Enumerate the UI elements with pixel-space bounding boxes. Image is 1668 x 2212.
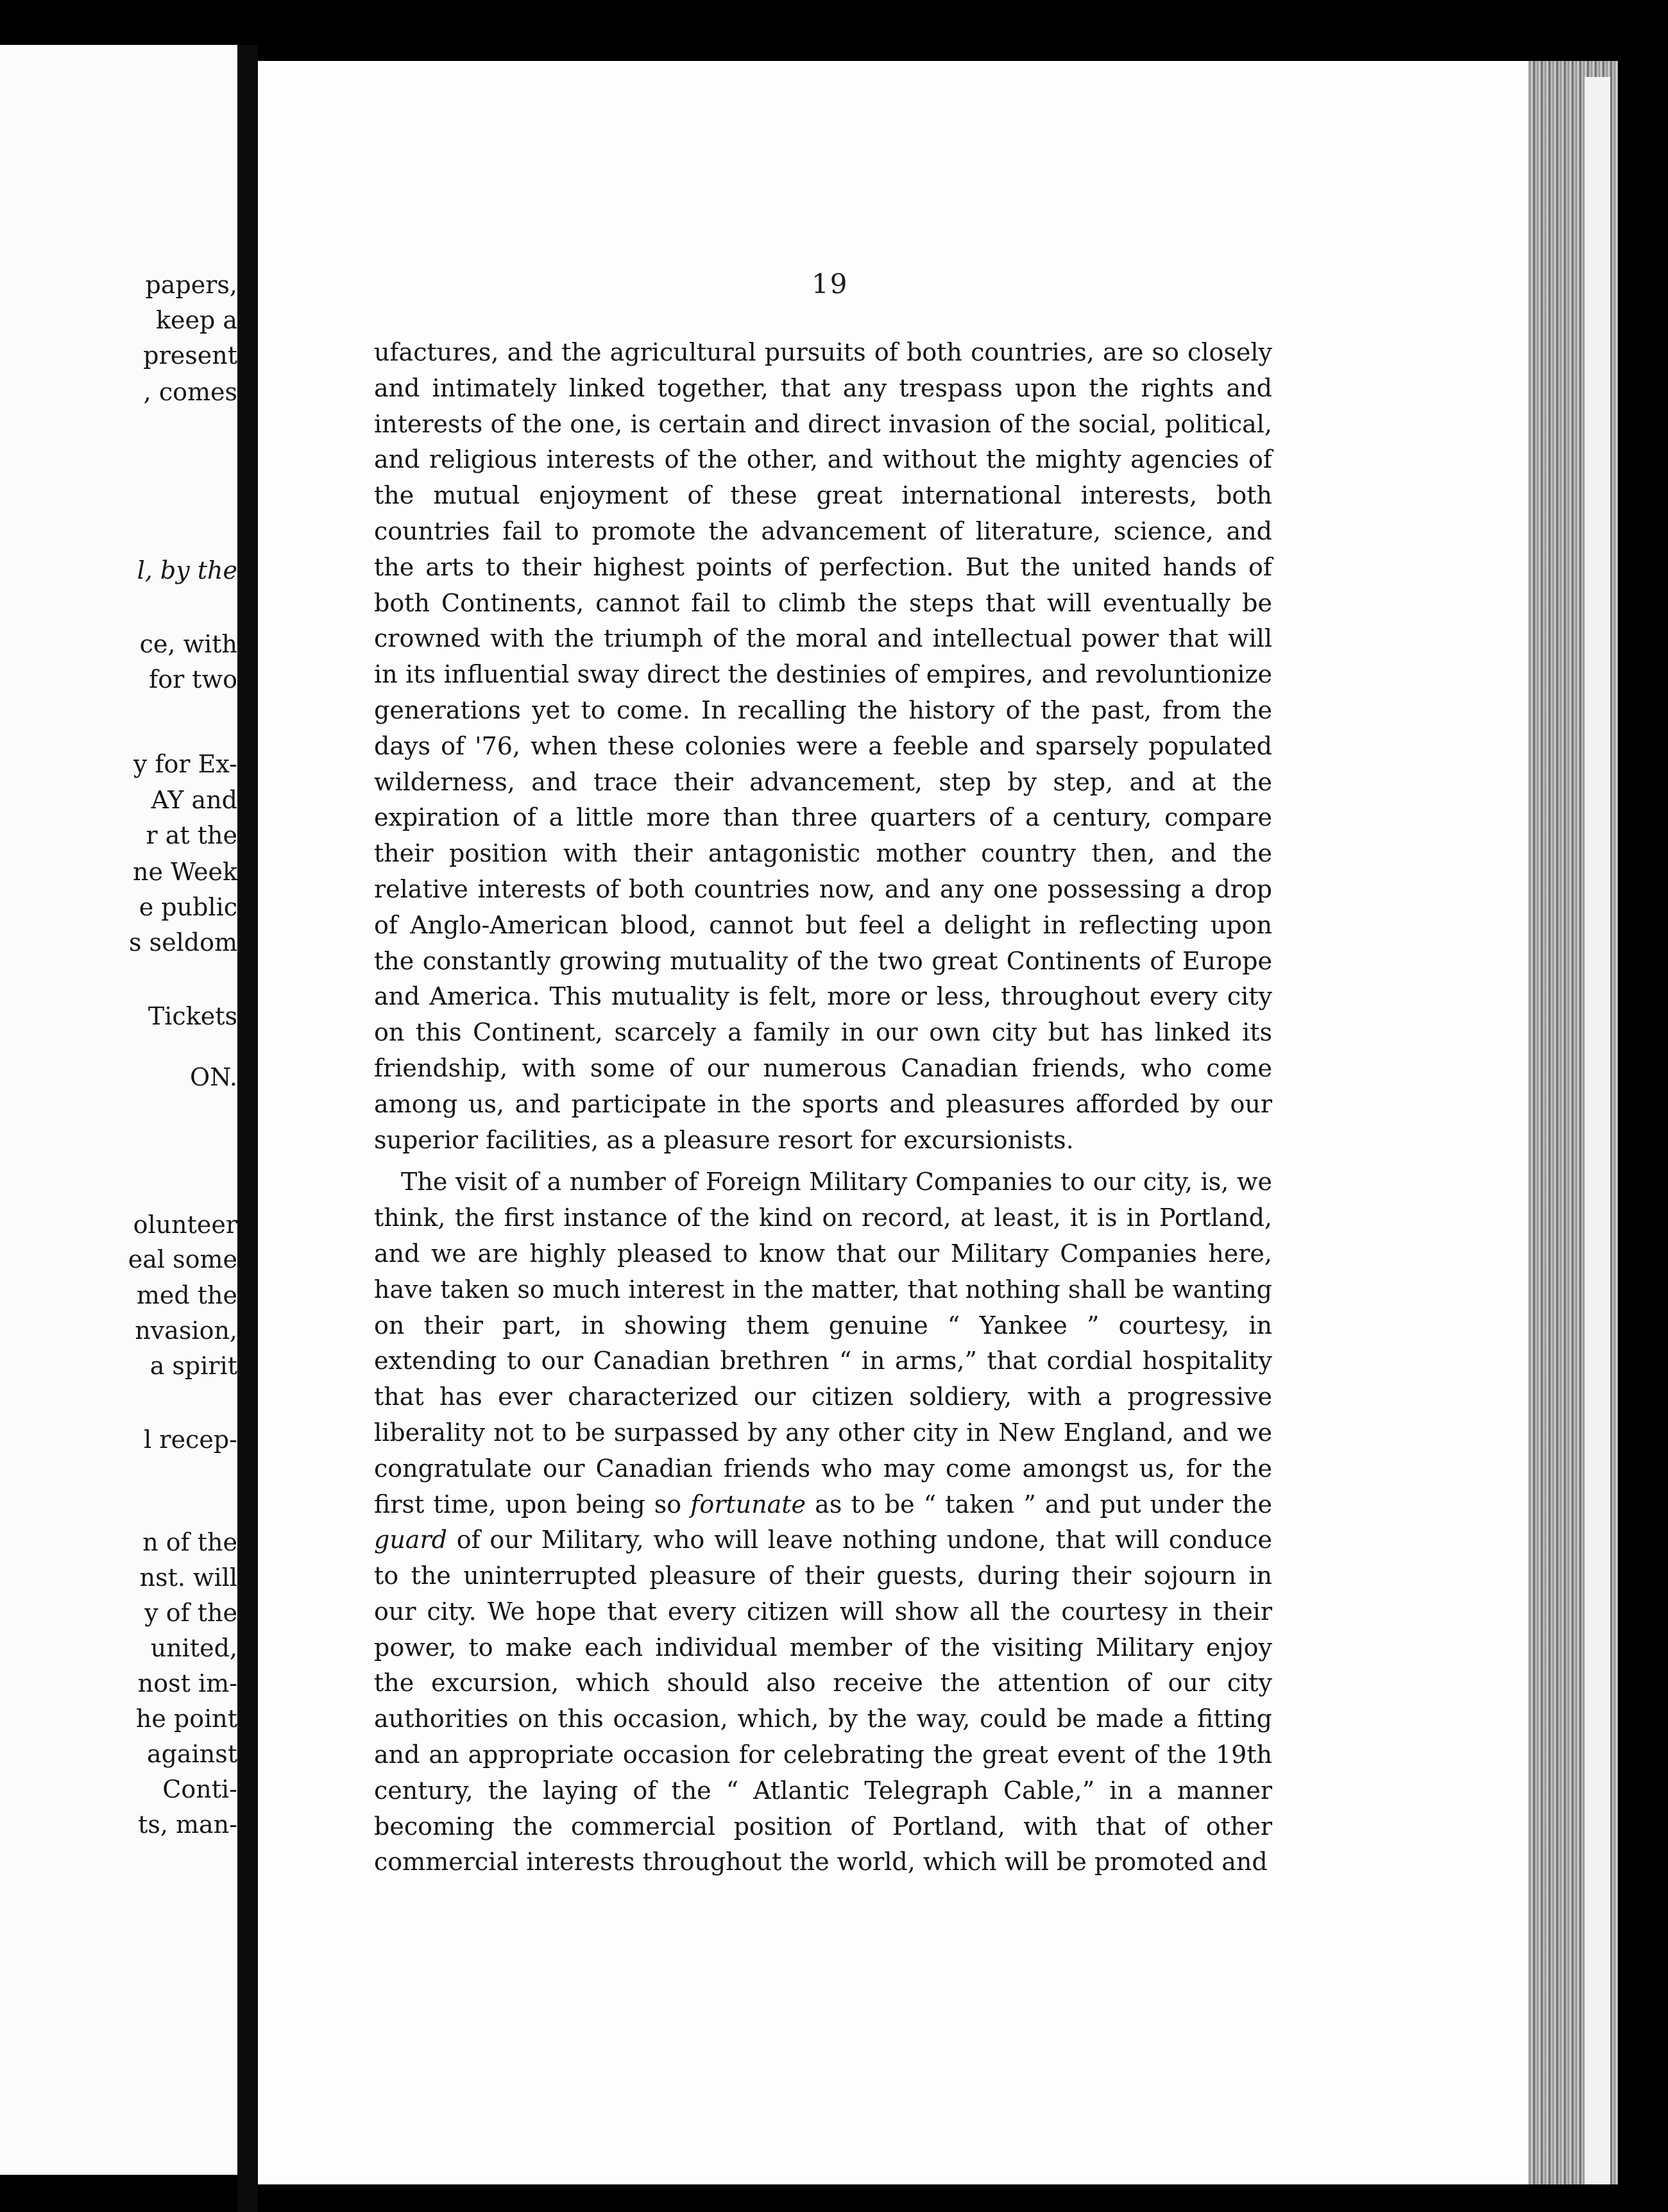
left-page-line-fragment: l, by the: [137, 556, 237, 584]
text-segment: as to be “ taken ” and put under the: [806, 1490, 1272, 1519]
left-page-line-fragment: for two: [149, 665, 237, 693]
book-edge-strip: [1585, 77, 1610, 2188]
left-page-line-fragment: y of the: [144, 1599, 237, 1627]
text-segment: ufactures, and the agricultural pursuits of both countries, are so closely and intimately linked together, that any trespass upon the rights and interests of the one, is certain and direct invasion of the social, political, and religious interests of the other, and without the mighty agencies of the mutual enjoyment of these great international interests, both countries fail to promote the advancement of literature, science, and the arts to their highest points of perfection. But the united hands of both Continents, cannot fail to climb the steps that will eventually be crowned with the triumph of the moral and intellectual power that will in its influential sway direct the destinies of empires, and revoluntionize generations yet to come. In recalling the history of the past, from the days of '76, when these colonies were a feeble and sparsely populated wilderness, and trace their advancement, step by step, and at the expiration of a little more than three quarters of a century, compare their position with their antagonistic mother country then, and the relative interests of both countries now, and any one possessing a drop of Anglo-American blood, cannot but feel a delight in reflecting upon the constantly growing mutuality of the two great Continents of Europe and America. This mutuality is felt, more or less, throughout every city on this Continent, scarcely a family in our own city but has linked its friendship, with some of our numerous Canadian friends, who come among us, and participate in the sports and pleasures afforded by our superior facilities, as a pleasure resort for excursionists.: [374, 338, 1272, 1154]
left-page-line-fragment: nst. will: [139, 1563, 237, 1592]
italic-text-segment: guard: [374, 1526, 447, 1554]
left-page-line-fragment: AY and: [151, 786, 237, 814]
left-page-line-fragment: med the: [136, 1281, 237, 1309]
left-page-line-fragment: y for Ex-: [133, 750, 237, 778]
left-page-line-fragment: ce, with: [139, 630, 237, 658]
left-page-line-fragment: Tickets: [148, 1002, 237, 1030]
left-page-line-fragment: he point: [135, 1705, 237, 1733]
left-page-line-fragment: n of the: [142, 1528, 237, 1556]
left-page-line-fragment: nvasion,: [135, 1316, 237, 1345]
left-page-line-fragment: ne Week: [132, 858, 237, 886]
left-page-line-fragment: Conti-: [162, 1775, 237, 1803]
left-page-line-fragment: present: [143, 341, 237, 370]
page-body-text: [374, 335, 1272, 1880]
left-page-line-fragment: eal some: [128, 1245, 237, 1273]
scan-background-right: [1618, 61, 1668, 2212]
left-page-line-fragment: e public: [139, 893, 237, 921]
text-segment: The visit of a number of Foreign Military Companies to our city, is, we think, the first instance of the kind on record, at least, it is in Portland, and we are highly pleased to know that our Military Companies here, have taken so much interest in the matter, that nothing shall be wanting on their part, in showing them genuine “ Yankee ” courtesy, in extending to our Canadian brethren “ in arms,” that cordial hospitality that has ever characterized our citizen soldiery, with a progressive liberality not to be surpassed by any other city in New England, and we congratulate our Canadian friends who may come amongst us, for the first time, upon being so: [374, 1168, 1272, 1519]
left-page-line-fragment: s seldom: [129, 928, 237, 957]
scan-background-bottom: [258, 2184, 1668, 2212]
page-number: 19: [812, 268, 849, 300]
left-page-line-fragment: nost im-: [137, 1669, 237, 1697]
left-page-line-fragment: , comes: [143, 378, 237, 406]
page-gutter: [237, 45, 258, 2212]
left-page-line-fragment: keep a: [155, 306, 237, 334]
adjacent-left-page: [0, 45, 237, 2175]
body-paragraph: [374, 335, 1272, 1158]
left-page-line-fragment: l recep-: [144, 1425, 237, 1454]
left-page-line-fragment: ON.: [189, 1063, 237, 1091]
italic-text-segment: fortunate: [690, 1490, 806, 1519]
left-page-line-fragment: r at the: [146, 821, 237, 849]
scan-background-top: [0, 0, 1668, 45]
left-page-line-fragment: olunteer: [133, 1211, 237, 1239]
text-segment: of our Military, who will leave nothing undone, that will conduce to the uninterrupted pleasure of their guests, during their sojourn in our city. We hope that every citizen will show all the courtesy in their power, to make each individual member of the visiting Military enjoy the excursion, which should also receive the attention of our city authorities on this occasion, which, by the way, could be made a fitting and an appropriate occasion for celebrating the great event of the 19th century, the laying of the “ Atlantic Telegraph Cable,” in a manner becoming the commercial position of Portland, with that of other commercial interests throughout the world, which will be promoted and: [374, 1526, 1272, 1876]
left-page-line-fragment: ts, man-: [138, 1810, 237, 1839]
left-page-line-fragment: a spirit: [149, 1352, 237, 1380]
left-page-line-fragment: united,: [150, 1634, 237, 1662]
left-page-line-fragment: papers,: [145, 271, 237, 299]
left-page-line-fragment: against: [146, 1740, 237, 1768]
body-paragraph: [374, 1164, 1272, 1880]
